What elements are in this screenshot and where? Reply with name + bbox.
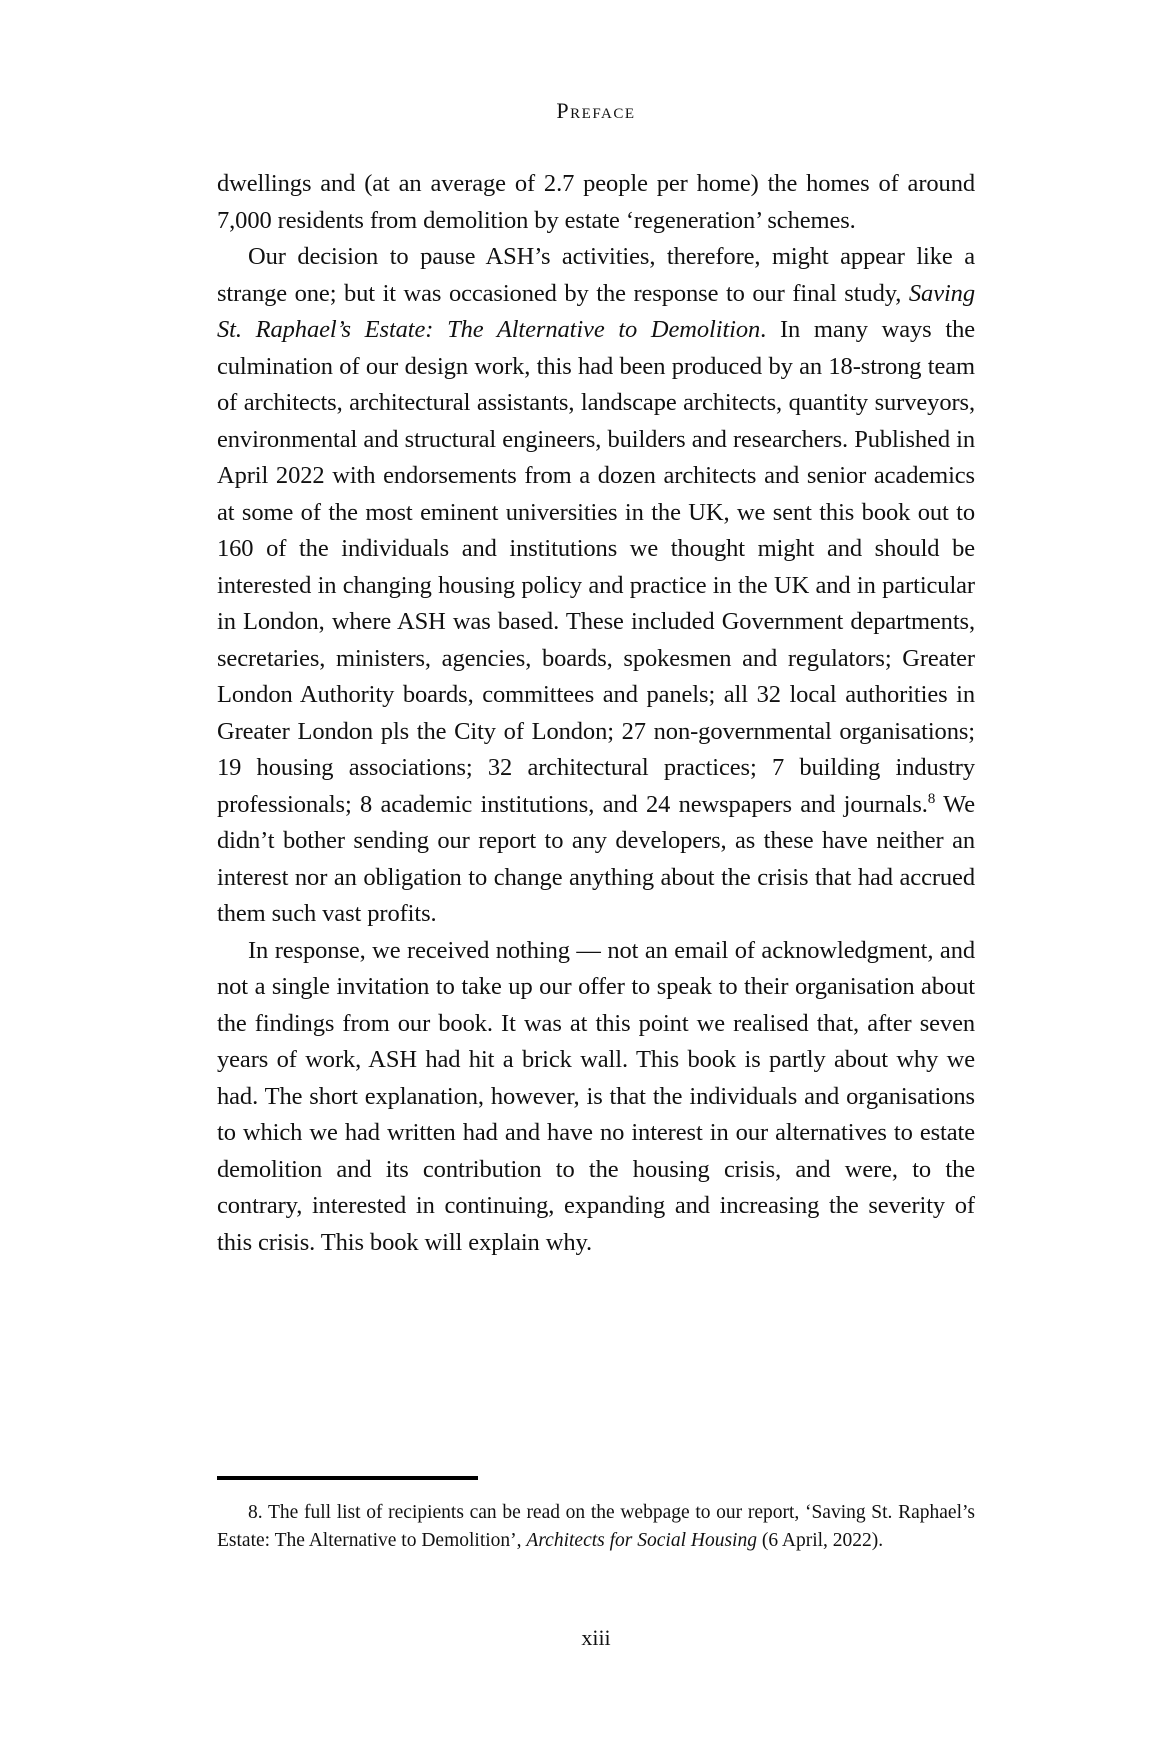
paragraph: [217, 933, 975, 1262]
footnote-separator: [217, 1476, 478, 1480]
body-text: [217, 166, 975, 1261]
text-run: dwellings and (at an average of 2.7 people per home) the homes of around 7,000 residents from demolition by estate ‘regeneration’ schemes.: [217, 170, 975, 234]
page-number: xiii: [581, 1625, 611, 1650]
text-run: . In many ways the culmination of our design work, this had been produced by an 18-strong team of architects, architectural assistants, landscape architects, quantity surveyors, environmental and structural engineers, builders and researchers. Published in April 2022 with endorsements from a dozen architects and senior academics at some of the most eminent universities in the UK, we sent this book out to 160 of the individuals and institutions we thought might and should be interested in changing housing policy and practice in the UK and in particular in London, where ASH was based. These included Government departments, secretaries, ministers, agencies, boards, spokesmen and regulators; Greater London Authority boards, committees and panels; all 32 local authorities in Greater London pls the City of London; 27 non-governmental organisations; 19 housing associations; 32 architectural practices; 7 building industry professionals; 8 academic institutions, and 24 newspapers and journals.: [217, 316, 975, 818]
text-run: 8. The full list of recipients can be read on the webpage to our report, ‘Saving St. Raphael’s Estate: The Alternative to Demolition’,: [217, 1502, 975, 1551]
paragraph: [217, 166, 975, 239]
paragraph: [217, 239, 975, 933]
footnote-reference: 8: [927, 789, 936, 807]
italic-title: Architects for Social Housing: [526, 1529, 757, 1551]
running-header: Preface: [556, 98, 636, 123]
text-run: Our decision to pause ASH’s activities, therefore, might appear like a strange one; but it was occasioned by the response to our final study,: [217, 243, 975, 307]
italic-title: Saving St. Raphael’s Estate: The Alternative to Demolition: [217, 279, 975, 343]
text-run: In response, we received nothing — not an email of acknowledgment, and not a single invitation to take up our offer to speak to their organisation about the findings from our book. It was at this point we realised that, after seven years of work, ASH had hit a brick wall. This book is partly about why we had. The short explanation, however, is that the individuals and organisations to which we had written had and have no interest in our alternatives to estate demolition and its contribution to the housing crisis, and were, to the contrary, interested in continuing, expanding and increasing the severity of this crisis. This book will explain why.: [217, 936, 975, 1256]
footnote-text: [217, 1499, 975, 1554]
text-run: We didn’t bother sending our report to any developers, as these have neither an interest nor an obligation to change anything about the crisis that had accrued them such vast profits.: [217, 790, 976, 927]
text-run: (6 April, 2022).: [756, 1529, 884, 1551]
